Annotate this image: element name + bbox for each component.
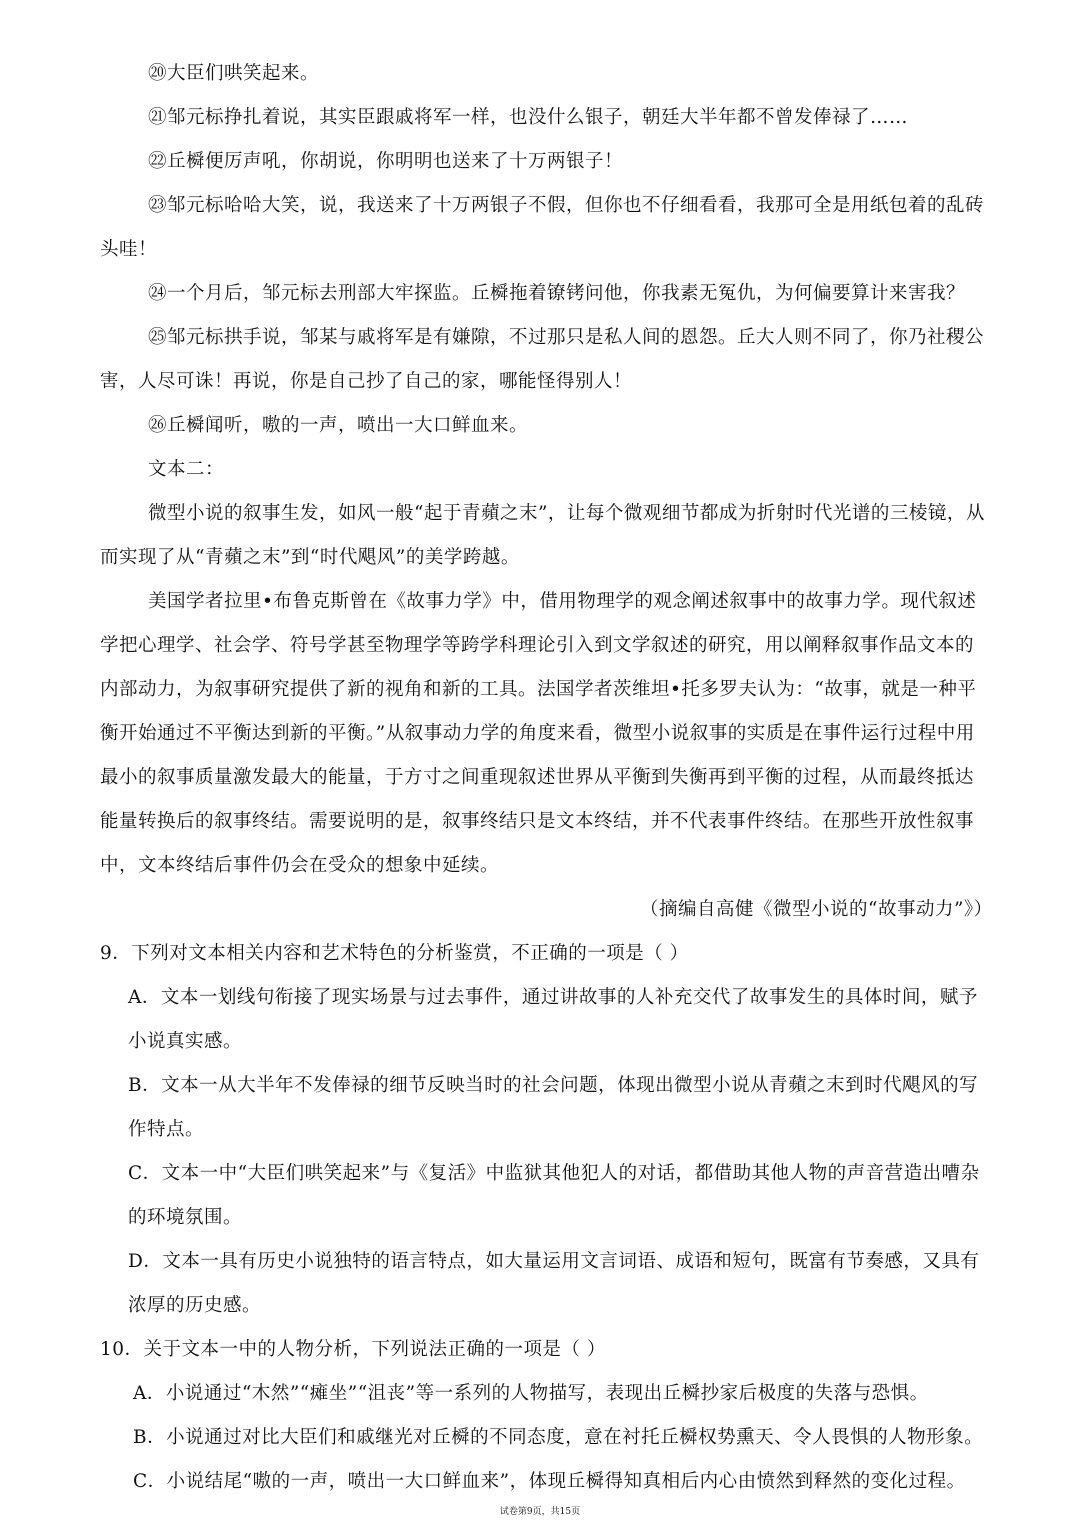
- text-two-line: 微型小说的叙事生发，如风一般“起于青蘋之末”，让每个微观细节都成为折射时代光谱的三棱镜，从: [148, 503, 985, 524]
- question-9-option-d-cont: 浓厚的历史感。: [128, 1295, 262, 1316]
- text-two-line: 衡开始通过不平衡达到新的平衡。”从叙事动力学的角度来看，微型小说叙事的实质是在事件运行过程中用: [100, 723, 975, 744]
- question-10-option-a: A．小说通过“木然”“瘫坐”“沮丧”等一系列的人物描写，表现出丘橓抄家后极度的失落与恐惧。: [133, 1383, 929, 1404]
- question-10-stem: 10．关于文本一中的人物分析，下列说法正确的一项是（ ）: [100, 1339, 606, 1360]
- question-9-option-c: C．文本一中“大臣们哄笑起来”与《复活》中监狱其他犯人的对话，都借助其他人物的声音营造出嘈杂: [128, 1163, 980, 1184]
- question-9-option-d: D．文本一具有历史小说独特的语言特点，如大量运用文言词语、成语和短句，既富有节奏感，又具有: [128, 1251, 980, 1272]
- paragraph-23: ㉓邹元标哈哈大笑，说，我送来了十万两银子不假，但你也不仔细看看，我那可全是用纸包着的乱砖: [148, 195, 985, 216]
- question-9-option-a-cont: 小说真实感。: [128, 1031, 243, 1052]
- paragraph-23-cont: 头哇！: [100, 239, 158, 260]
- text-two-line: 中，文本终结后事件仍会在受众的想象中延续。: [100, 855, 500, 876]
- paragraph-26: ㉖丘橓闻听，嗷的一声，喷出一大口鲜血来。: [148, 415, 529, 436]
- paragraph-21: ㉑邹元标挣扎着说，其实臣跟戚将军一样，也没什么银子，朝廷大半年都不曾发俸禄了……: [148, 107, 909, 128]
- question-9-option-a: A．文本一划线句衔接了现实场景与过去事件，通过讲故事的人补充交代了故事发生的具体时间，赋予: [128, 987, 978, 1008]
- paragraph-25-cont: 害，人尽可诛！再说，你是自己抄了自己的家，哪能怪得别人！: [100, 371, 633, 392]
- text-two-line: 学把心理学、社会学、符号学甚至物理学等跨学科理论引入到文学叙述的研究，用以阐释叙事作品文本的: [100, 635, 975, 656]
- text-two-line: 最小的叙事质量激发最大的能量，于方寸之间重现叙述世界从平衡到失衡再到平衡的过程，从而最终抵达: [100, 767, 975, 788]
- source-citation: （摘编自高健《微型小说的“故事动力”》）: [640, 899, 993, 920]
- text-two-line: 内部动力，为叙事研究提供了新的视角和新的工具。法国学者茨维坦•托多罗夫认为：“故事，就是一种平: [100, 679, 977, 700]
- page-footer: 试卷第9页，共15页: [499, 1507, 581, 1517]
- text-two-line: 而实现了从“青蘋之末”到“时代飓风”的美学跨越。: [100, 547, 520, 568]
- text-two-label: 文本二：: [148, 459, 225, 480]
- text-two-line: 能量转换后的叙事终结。需要说明的是，叙事终结只是文本终结，并不代表事件终结。在那些开放性叙事: [100, 811, 975, 832]
- question-9-option-c-cont: 的环境氛围。: [128, 1207, 243, 1228]
- paragraph-25: ㉕邹元标拱手说，邹某与戚将军是有嫌隙，不过那只是私人间的恩怨。丘大人则不同了，你乃社稷公: [148, 327, 985, 348]
- question-9-stem: 9．下列对文本相关内容和艺术特色的分析鉴赏，不正确的一项是（ ）: [100, 943, 689, 964]
- text-two-line: 美国学者拉里•布鲁克斯曾在《故事力学》中，借用物理学的观念阐述叙事中的故事力学。现代叙述: [148, 591, 977, 612]
- paragraph-22: ㉒丘橓便厉声吼，你胡说，你明明也送来了十万两银子！: [148, 151, 624, 172]
- paragraph-24: ㉔一个月后，邹元标去刑部大牢探监。丘橓拖着镣铐问他，你我素无冤仇，为何偏要算计来害我？: [148, 283, 966, 304]
- question-10-option-c: C．小说结尾“嗷的一声，喷出一大口鲜血来”，体现丘橓得知真相后内心由愤然到释然的变化过程。: [133, 1471, 966, 1492]
- question-10-option-b: B．小说通过对比大臣们和戚继光对丘橓的不同态度，意在衬托丘橓权势熏天、令人畏惧的人物形象。: [133, 1427, 984, 1448]
- paragraph-20: ⑳大臣们哄笑起来。: [148, 63, 320, 84]
- question-9-option-b: B．文本一从大半年不发俸禄的细节反映当时的社会问题，体现出微型小说从青蘋之末到时代飓风的写: [128, 1075, 979, 1096]
- question-9-option-b-cont: 作特点。: [128, 1119, 205, 1140]
